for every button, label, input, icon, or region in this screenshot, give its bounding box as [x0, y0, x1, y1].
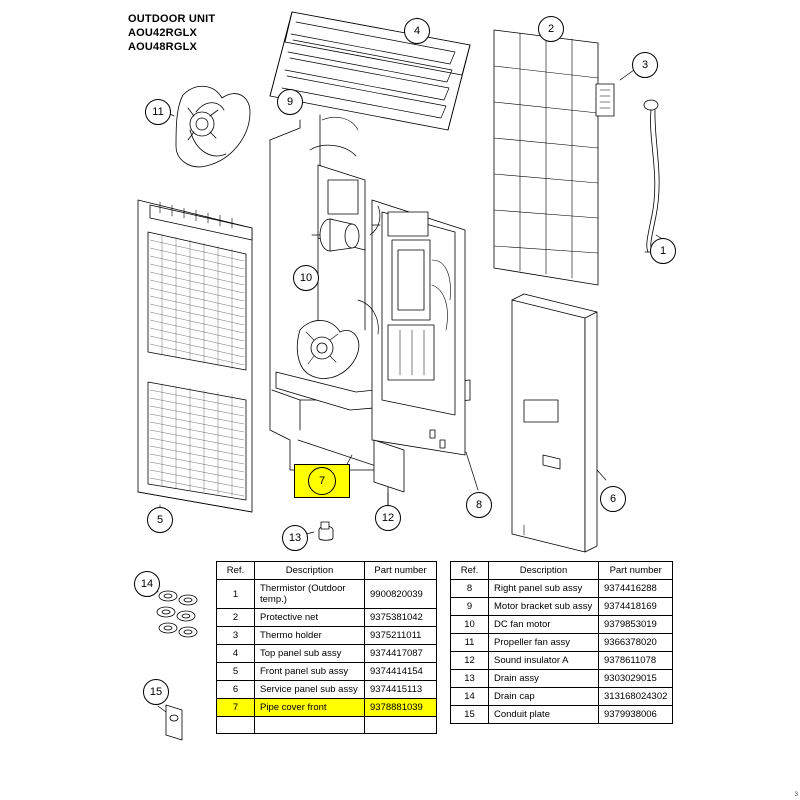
- cell-description: Drain assy: [489, 670, 599, 688]
- cell-part-number: 9374416288: [599, 580, 673, 598]
- cell-description: Motor bracket sub assy: [489, 598, 599, 616]
- callout-14[interactable]: 14: [134, 571, 160, 597]
- header-part-number: Part number: [599, 562, 673, 580]
- cell-description: Thermo holder: [255, 627, 365, 645]
- part-propeller-fan: [176, 86, 250, 167]
- callout-1[interactable]: 1: [650, 238, 676, 264]
- cell-part-number: 9374415113: [365, 681, 437, 699]
- header-description: Description: [255, 562, 365, 580]
- cell-ref: 14: [451, 688, 489, 706]
- cell-ref: 4: [217, 645, 255, 663]
- part-service-panel: [512, 294, 606, 552]
- part-front-panel: [138, 200, 252, 512]
- cell-ref: 11: [451, 634, 489, 652]
- cell-description: [255, 717, 365, 734]
- callout-15[interactable]: 15: [143, 679, 169, 705]
- cell-part-number: 9374414154: [365, 663, 437, 681]
- table-row[interactable]: [217, 609, 437, 627]
- cell-description: Propeller fan assy: [489, 634, 599, 652]
- table-row[interactable]: [451, 670, 673, 688]
- table-row[interactable]: [451, 688, 673, 706]
- callout-9[interactable]: 9: [277, 89, 303, 115]
- header-ref: Ref.: [217, 562, 255, 580]
- parts-table-right: [450, 561, 673, 724]
- cell-part-number: 9374417087: [365, 645, 437, 663]
- part-thermo-holder: [596, 84, 614, 116]
- table-header-row: [217, 562, 437, 580]
- cell-part-number: 9375211011: [365, 627, 437, 645]
- callout-10[interactable]: 10: [293, 265, 319, 291]
- title-line-3: AOU48RGLX: [128, 41, 198, 53]
- table-row[interactable]: [451, 652, 673, 670]
- cell-ref: 15: [451, 706, 489, 724]
- callout-7-highlight[interactable]: [294, 464, 350, 498]
- callout-6[interactable]: 6: [600, 486, 626, 512]
- cell-ref: [217, 717, 255, 734]
- table-row[interactable]: [451, 580, 673, 598]
- cell-description: Service panel sub assy: [255, 681, 365, 699]
- cell-ref: 2: [217, 609, 255, 627]
- header-description: Description: [489, 562, 599, 580]
- callout-13[interactable]: 13: [282, 525, 308, 551]
- table-row[interactable]: [217, 645, 437, 663]
- title-line-1: OUTDOOR UNIT: [128, 13, 216, 25]
- part-drain-assy: [306, 522, 333, 540]
- cell-part-number: 9900820039: [365, 580, 437, 609]
- cell-description: DC fan motor: [489, 616, 599, 634]
- table-row[interactable]: [451, 634, 673, 652]
- table-row-empty: [217, 717, 437, 734]
- cell-description: Protective net: [255, 609, 365, 627]
- cell-ref: 8: [451, 580, 489, 598]
- cell-part-number: 9378881039: [365, 699, 437, 717]
- callout-2[interactable]: 2: [538, 16, 564, 42]
- part-top-panel: [270, 12, 470, 130]
- cell-description: Top panel sub assy: [255, 645, 365, 663]
- cell-description: Conduit plate: [489, 706, 599, 724]
- cell-ref: 1: [217, 580, 255, 609]
- part-drain-caps: [150, 588, 197, 637]
- cell-description: Sound insulator A: [489, 652, 599, 670]
- cell-ref: 5: [217, 663, 255, 681]
- cell-part-number: 9303029015: [599, 670, 673, 688]
- page-title: [128, 12, 215, 54]
- cell-part-number: 9379853019: [599, 616, 673, 634]
- cell-ref: 7: [217, 699, 255, 717]
- table-header-row: [451, 562, 673, 580]
- part-thermistor: [644, 100, 659, 252]
- callout-8[interactable]: 8: [466, 492, 492, 518]
- header-part-number: Part number: [365, 562, 437, 580]
- cell-part-number: 9375381042: [365, 609, 437, 627]
- part-protective-net: [494, 30, 598, 285]
- cell-ref: 9: [451, 598, 489, 616]
- cell-description: Drain cap: [489, 688, 599, 706]
- cell-part-number: 9366378020: [599, 634, 673, 652]
- callout-11[interactable]: 11: [145, 99, 171, 125]
- cell-part-number: 9379938006: [599, 706, 673, 724]
- cell-part-number: 313168024302: [599, 688, 673, 706]
- cell-ref: 12: [451, 652, 489, 670]
- header-ref: Ref.: [451, 562, 489, 580]
- table-row[interactable]: [217, 627, 437, 645]
- part-conduit-plate: [158, 705, 182, 740]
- callout-4[interactable]: 4: [404, 18, 430, 44]
- table-row[interactable]: [451, 598, 673, 616]
- table-row[interactable]: [451, 616, 673, 634]
- table-row[interactable]: [217, 681, 437, 699]
- part-chassis-assembly: [270, 115, 470, 505]
- cell-part-number: [365, 717, 437, 734]
- callout-7: 7: [308, 467, 336, 495]
- cell-ref: 3: [217, 627, 255, 645]
- cell-part-number: 9374418169: [599, 598, 673, 616]
- cell-ref: 10: [451, 616, 489, 634]
- table-row[interactable]: [217, 663, 437, 681]
- cell-part-number: 9378611078: [599, 652, 673, 670]
- cell-ref: 6: [217, 681, 255, 699]
- cell-ref: 13: [451, 670, 489, 688]
- cell-description: Front panel sub assy: [255, 663, 365, 681]
- callout-12[interactable]: 12: [375, 505, 401, 531]
- callout-3[interactable]: 3: [632, 52, 658, 78]
- cell-description: Right panel sub assy: [489, 580, 599, 598]
- cell-description: Pipe cover front: [255, 699, 365, 717]
- parts-table-left: [216, 561, 437, 734]
- table-row-highlighted[interactable]: [217, 699, 437, 717]
- cell-description: Thermistor (Outdoor temp.): [255, 580, 365, 609]
- callout-5[interactable]: 5: [147, 507, 173, 533]
- page-corner-mark: 3: [794, 792, 798, 798]
- title-line-2: AOU42RGLX: [128, 27, 198, 39]
- table-row[interactable]: [217, 580, 437, 609]
- part-sound-insulator: [374, 440, 404, 505]
- table-row[interactable]: [451, 706, 673, 724]
